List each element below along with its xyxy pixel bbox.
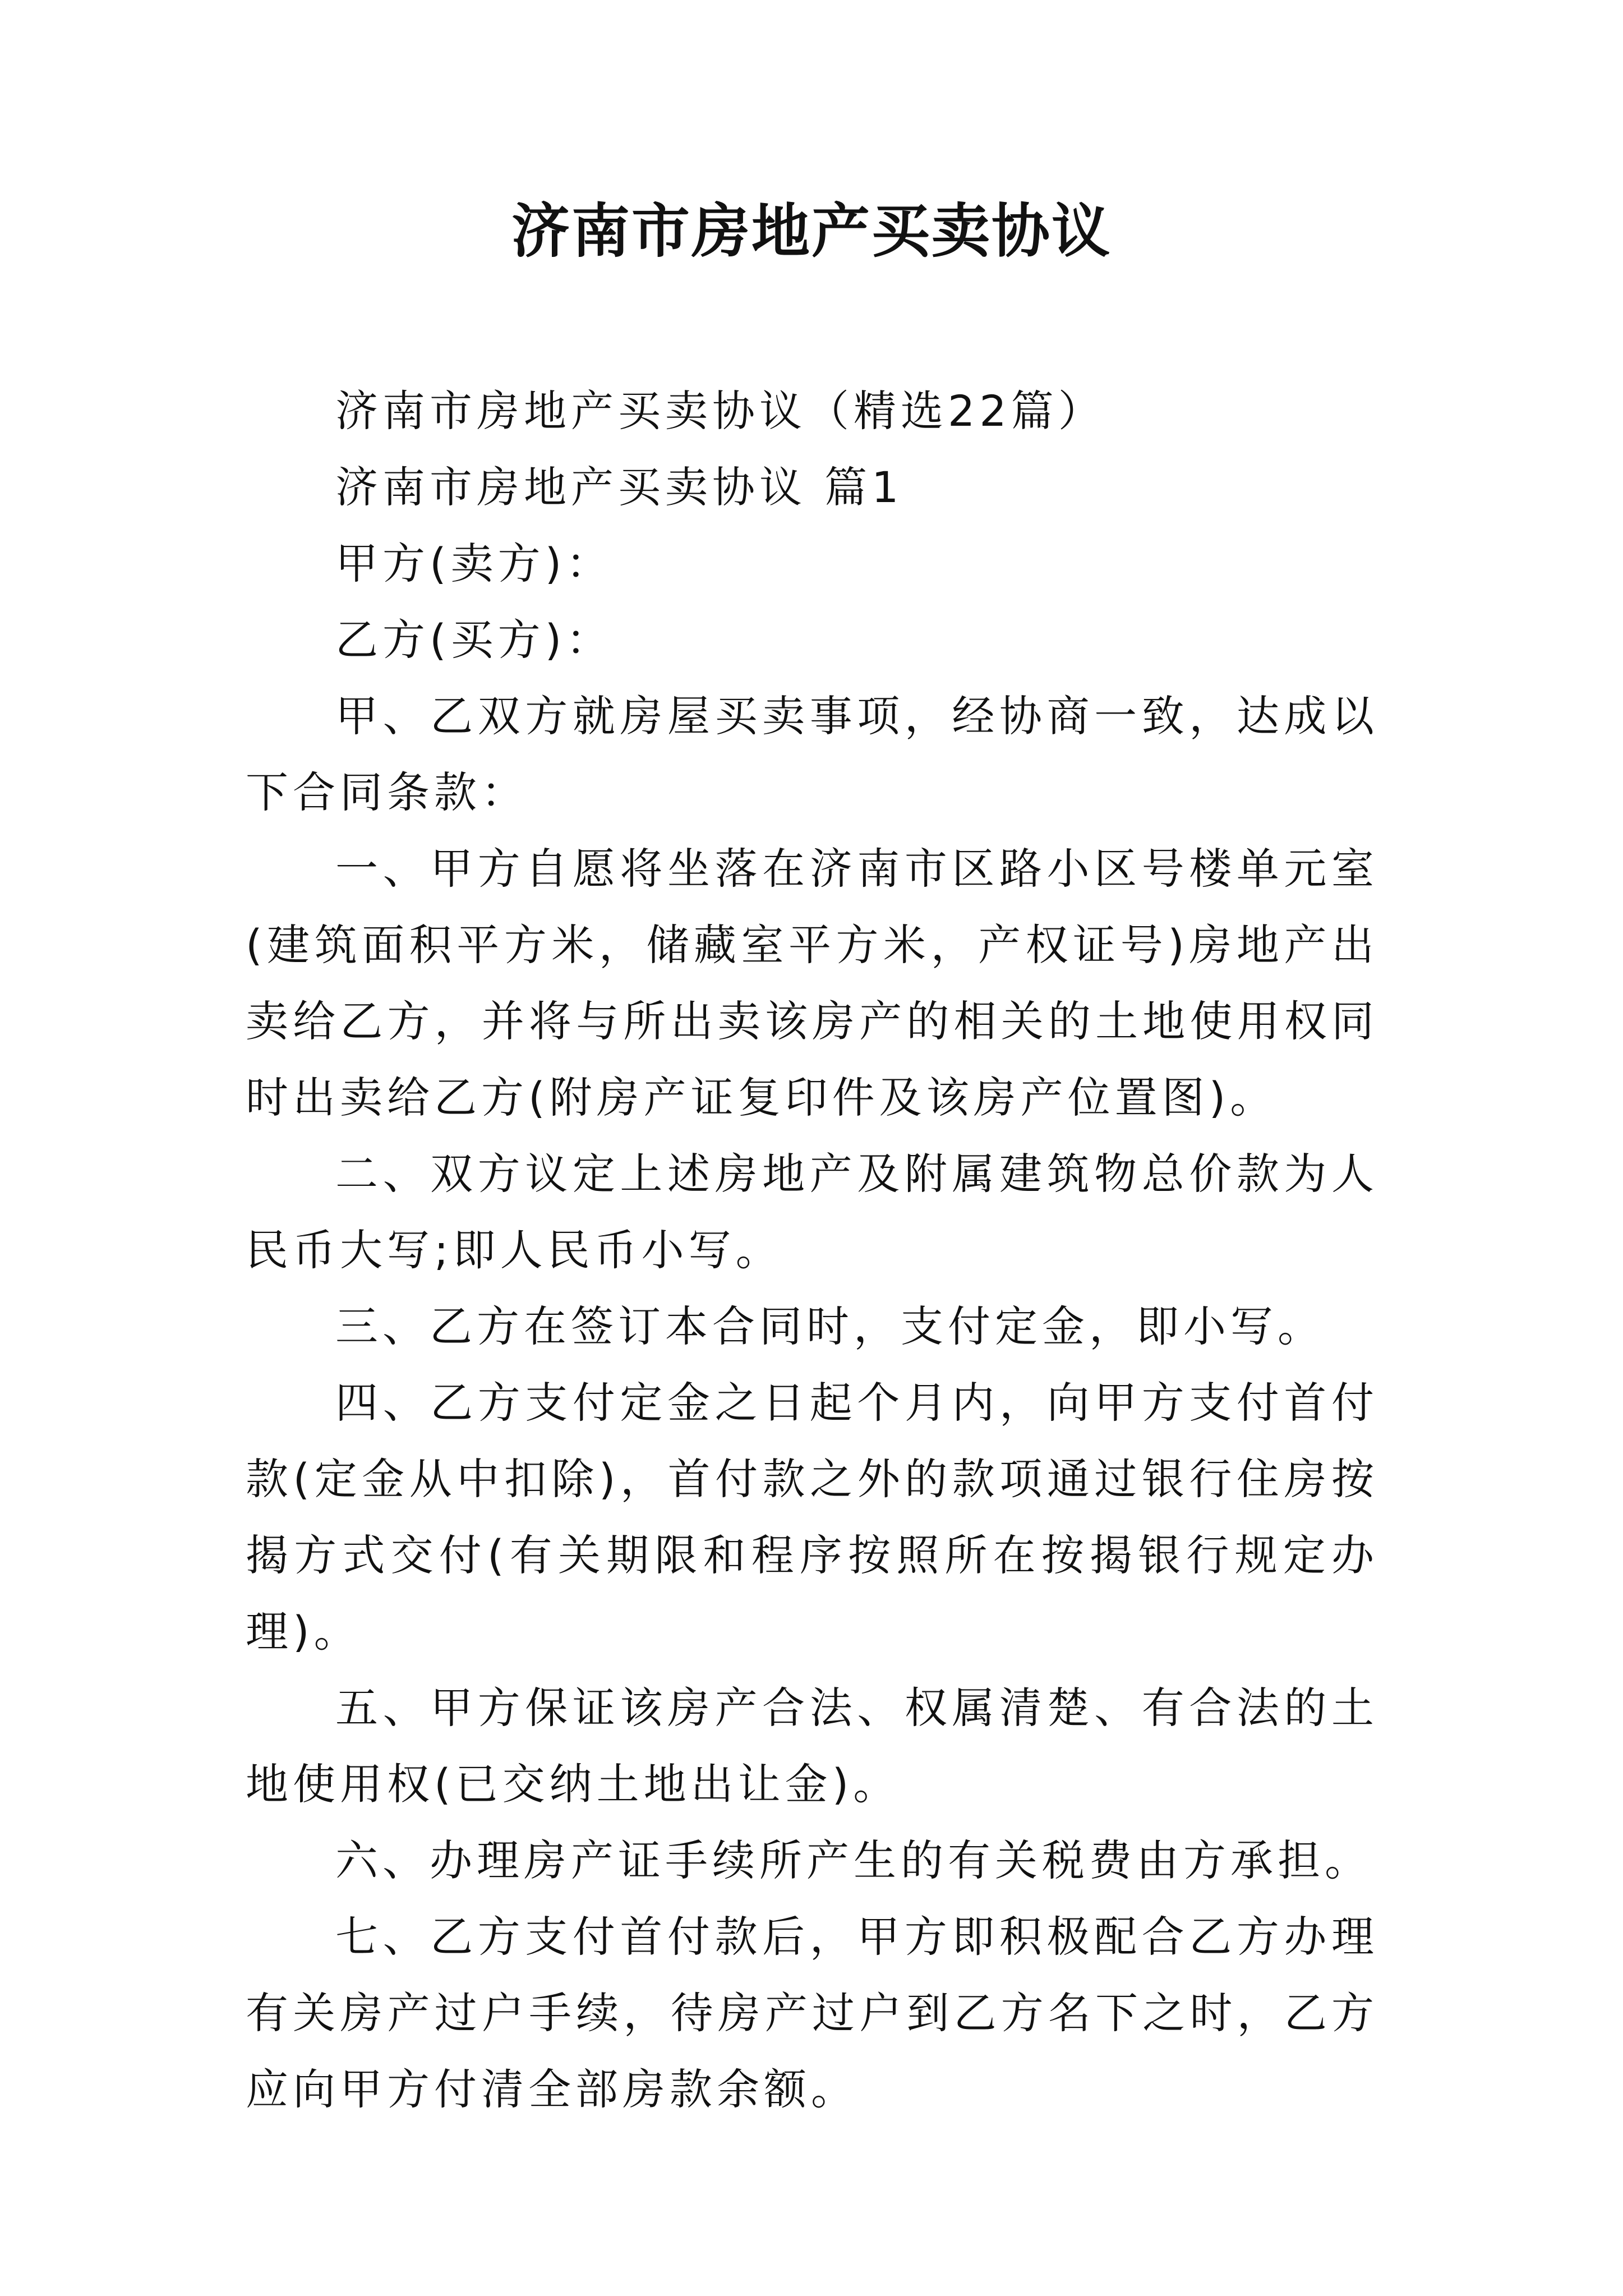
section-heading: 济南市房地产买卖协议 篇1 — [335, 462, 903, 512]
party-a-line: 甲方(卖方)： — [335, 539, 614, 588]
subtitle-paragraph: 济南市房地产买卖协议（精选22篇） — [335, 386, 1105, 436]
document-title: 济南市房地产买卖协议 — [511, 196, 1112, 265]
clause-4: 四、乙方支付定金之日起个月内，向甲方支付首付款(定金从中扣除)，首付款之外的款项通过银行住房按揭方式交付(有关期限和程序按照所在按揭银行规定办理)。 — [246, 1378, 1378, 1657]
intro-paragraph: 甲、乙双方就房屋买卖事项，经协商一致，达成以下合同条款： — [246, 691, 1378, 817]
document-body — [246, 373, 1378, 2128]
clause-6: 六、办理房产证手续所产生的有关税费由方承担。 — [335, 1835, 1372, 1885]
clause-7: 七、乙方支付首付款后，甲方即积极配合乙方办理有关房产过户手续，待房产过户到乙方名下之时，乙方应向甲方付清全部房款余额。 — [246, 1912, 1378, 2114]
party-b-line: 乙方(买方)： — [335, 615, 614, 665]
clause-1: 一、甲方自愿将坐落在济南市区路小区号楼单元室(建筑面积平方米，储藏室平方米，产权证号)房地产出卖给乙方，并将与所出卖该房产的相关的土地使用权同时出卖给乙方(附房产证复印件及该房产位置图)。 — [246, 844, 1378, 1122]
clause-3: 三、乙方在签订本合同时，支付定金，即小写。 — [335, 1301, 1325, 1351]
clause-5: 五、甲方保证该房产合法、权属清楚、有合法的土地使用权(已交纳土地出让金)。 — [246, 1683, 1378, 1809]
clause-2: 二、双方议定上述房地产及附属建筑物总价款为人民币大写;即人民币小写。 — [246, 1149, 1378, 1275]
